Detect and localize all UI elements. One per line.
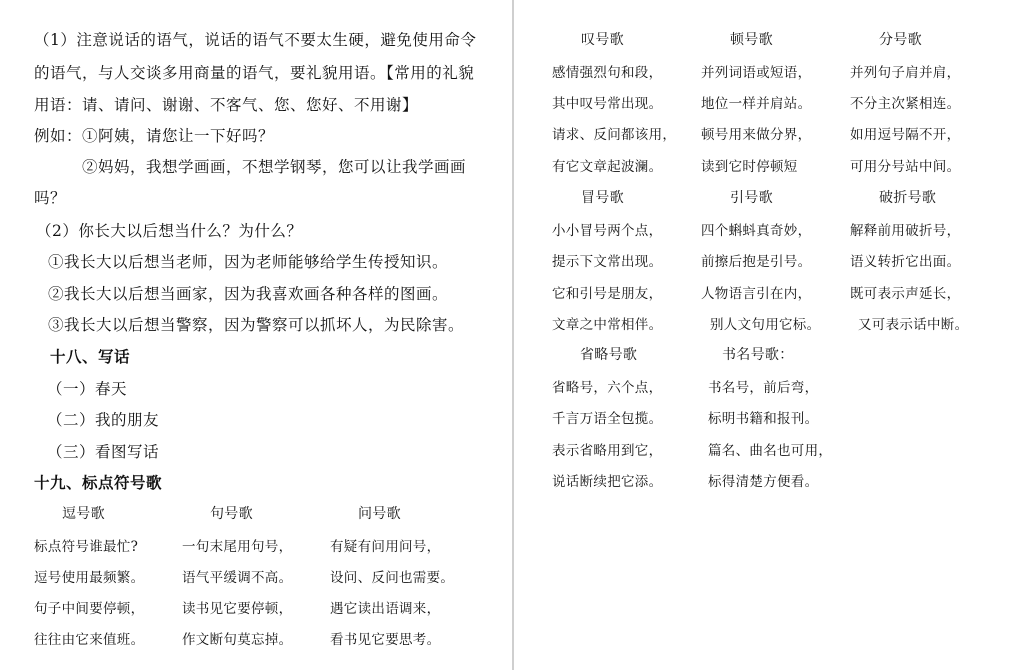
- song-line: 文章之中常相伴。: [552, 317, 663, 333]
- song-line: 省略号，六个点，: [552, 380, 663, 396]
- song-line: 小小冒号两个点，: [552, 223, 663, 239]
- song-line: 说话断续把它添。: [552, 474, 663, 490]
- answer-3: ③我长大以后想当警察，因为警察可以抓坏人，为民除害。: [48, 316, 465, 334]
- song-title-question: 问号歌: [358, 506, 401, 522]
- right-page: [514, 0, 1027, 670]
- song-line: 标得清楚方便看。: [708, 474, 819, 490]
- song-line: 读到它时停顿短: [701, 159, 798, 175]
- para1-line3: 用语：请、请问、谢谢、不客气、您、您好、不用谢】: [34, 96, 419, 114]
- writing-2: （二）我的朋友: [47, 411, 160, 429]
- song-line: 篇名、曲名也可用，: [708, 443, 833, 459]
- song-line: 感情强烈句和段，: [552, 65, 663, 81]
- para1-line2: 的语气，与人交谈多用商量的语气，要礼貌用语。【常用的礼貌: [34, 64, 475, 82]
- song-title-book: 书名号歌：: [722, 347, 794, 363]
- song-line: 地位一样并肩站。: [701, 96, 812, 112]
- song-title-exclamation: 叹号歌: [581, 32, 624, 48]
- song-line: 作文断句莫忘掉。: [182, 632, 293, 648]
- song-line: 并列句子肩并肩，: [850, 65, 961, 81]
- song-line: 标点符号谁最忙?: [34, 539, 139, 555]
- song-line: 遇它读出语调来，: [330, 601, 441, 617]
- song-line: 它和引号是朋友，: [552, 286, 663, 302]
- writing-3: （三）看图写话: [47, 443, 160, 461]
- song-title-ellipsis: 省略号歌: [580, 347, 638, 363]
- song-line: 其中叹号常出现。: [552, 96, 663, 112]
- song-line: 可用分号站中间。: [850, 159, 961, 175]
- song-title-dun: 顿号歌: [730, 32, 773, 48]
- song-line: 看书见它要思考。: [330, 632, 441, 648]
- song-line: 顿号用来做分界，: [701, 127, 812, 143]
- section-19-heading: 十九、标点符号歌: [34, 474, 163, 492]
- song-title-comma: 逗号歌: [62, 506, 105, 522]
- song-title-quote: 引号歌: [730, 190, 773, 206]
- example-1: 例如：①阿姨，请您让一下好吗？: [34, 127, 275, 145]
- song-line: 一句末尾用句号，: [182, 539, 293, 555]
- answer-1: ①我长大以后想当老师，因为老师能够给学生传授知识。: [48, 253, 449, 271]
- song-line: 前擦后抱是引号。: [701, 254, 812, 270]
- example-2-line1: ②妈妈，我想学画画，不想学钢琴，您可以让我学画画: [82, 158, 467, 176]
- song-line: 提示下文常出现。: [552, 254, 663, 270]
- song-line: 解释前用破折号，: [850, 223, 961, 239]
- song-line: 表示省略用到它，: [552, 443, 663, 459]
- answer-2: ②我长大以后想当画家，因为我喜欢画各种各样的图画。: [48, 285, 449, 303]
- song-line: 请求、反问都该用，: [552, 127, 677, 143]
- question-2: （2）你长大以后想当什么？为什么？: [36, 222, 303, 240]
- song-line: 人物语言引在内，: [701, 286, 812, 302]
- song-title-colon: 冒号歌: [581, 190, 624, 206]
- song-line: 书名号，前后弯，: [708, 380, 819, 396]
- song-line: 四个蝌蚪真奇妙，: [701, 223, 812, 239]
- song-line: 句子中间要停顿，: [34, 601, 145, 617]
- writing-1: （一）春天: [47, 380, 128, 398]
- song-title-period: 句号歌: [210, 506, 253, 522]
- song-line: 如用逗号隔不开，: [850, 127, 961, 143]
- song-line: 千言万语全包揽。: [552, 411, 663, 427]
- left-page: [0, 0, 512, 670]
- song-line: 逗号使用最频繁。: [34, 570, 145, 586]
- song-title-dash: 破折号歌: [879, 190, 937, 206]
- song-line: 别人文句用它标。: [710, 317, 821, 333]
- song-line: 设问、反问也需要。: [330, 570, 455, 586]
- song-line: 读书见它要停顿，: [182, 601, 293, 617]
- example-2-line2: 吗？: [34, 189, 67, 207]
- section-18-heading: 十八、写话: [50, 348, 131, 366]
- song-line: 往往由它来值班。: [34, 632, 145, 648]
- song-title-semicolon: 分号歌: [879, 32, 922, 48]
- song-line: 并列词语或短语，: [701, 65, 812, 81]
- song-line: 有它文章起波澜。: [552, 159, 663, 175]
- song-line: 有疑有问用问号，: [330, 539, 441, 555]
- song-line: 标明书籍和报刊。: [708, 411, 819, 427]
- song-line: 语义转折它出面。: [850, 254, 961, 270]
- song-line: 既可表示声延长，: [850, 286, 961, 302]
- song-line: 又可表示话中断。: [858, 317, 969, 333]
- song-line: 语气平缓调不高。: [182, 570, 293, 586]
- song-line: 不分主次紧相连。: [850, 96, 961, 112]
- para1-line1: （1）注意说话的语气，说话的语气不要太生硬，避免使用命令: [34, 31, 477, 49]
